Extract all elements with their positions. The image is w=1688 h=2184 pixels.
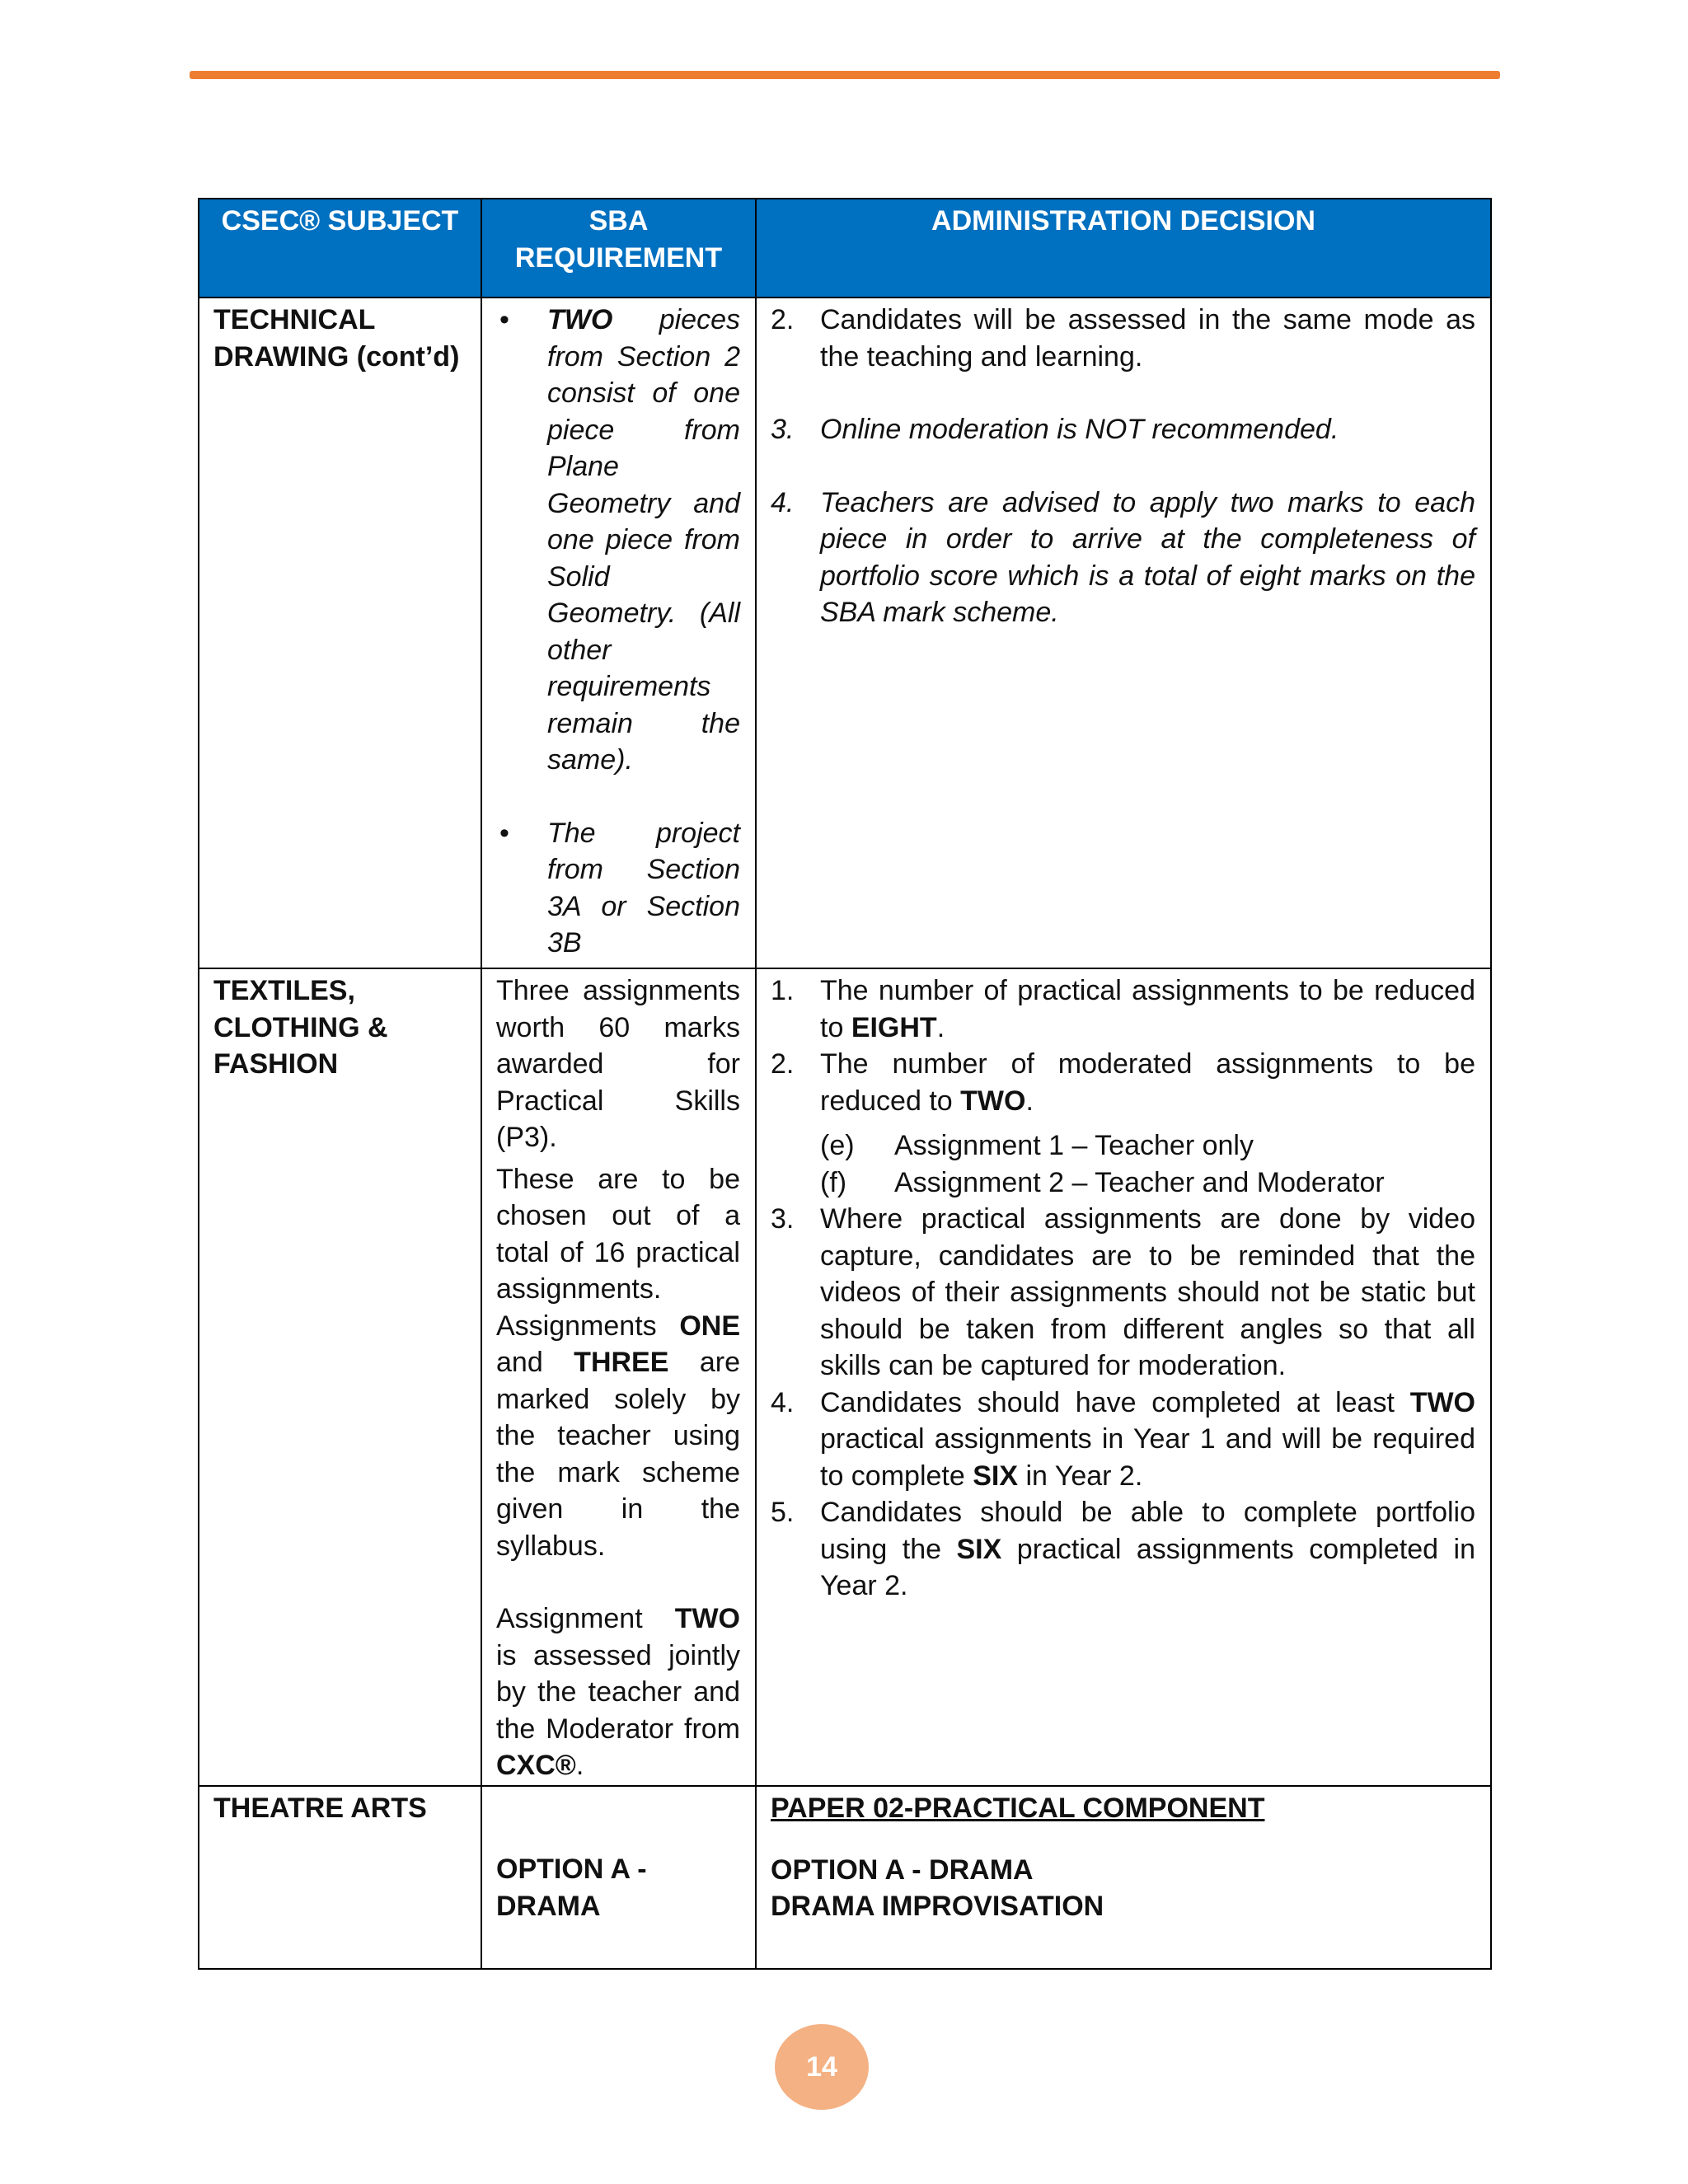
sba-requirement-cell <box>481 298 756 968</box>
header-sba-requirement: SBA REQUIREMENT <box>481 199 756 298</box>
list-item: • The project from Section 3A or Section 3B <box>496 815 740 962</box>
sba-requirement-cell: Three assignments worth 60 marks awarded for Practical Skills (P3). These are to be chosen out of a total of 16 practical assignments. Assignments ONE and THREE are marked solely by the teacher using the mark scheme given in the syllabus. Assignment TWO is assessed jointly by the teacher and the Moderator from CXC®. <box>481 968 756 1786</box>
list-item: 3. Where practical assignments are done by video capture, candidates are to be reminded that the videos of their assignments should not be static but should be taken from different angles so that all skills can be captured for moderation. <box>771 1203 1475 1381</box>
list-item: 4. Candidates should have completed at least TWO practical assignments in Year 1 and will be required to complete SIX in Year 2. <box>771 1386 1475 1492</box>
header-administration-decision: ADMINISTRATION DECISION <box>756 199 1491 298</box>
table-row-technical-drawing <box>199 298 1491 968</box>
table-row-textiles <box>199 968 1491 1786</box>
list-item: 5. Candidates should be able to complete portfolio using the SIX practical assignments completed in Year 2. <box>771 1497 1475 1601</box>
list-item: • TWO pieces from Section 2 consist of one piece from Plane Geometry and one piece from Solid Geometry. (All other requirements remain the same). <box>496 302 740 779</box>
list-item: 2. The number of moderated assignments to be reduced to TWO. (e) Assignment 1 – Teacher only (f) Assignment 2 – Teacher and Moderator <box>771 1046 1475 1201</box>
list-item: 2. Candidates will be assessed in the same mode as the teaching and learning. <box>771 304 1475 373</box>
administration-decision-cell <box>756 298 1491 968</box>
page-number-badge: 14 <box>775 2024 869 2110</box>
sub-list-item: (e) Assignment 1 – Teacher only <box>820 1130 1254 1161</box>
list-item: 4. Teachers are advised to apply two marks to each piece in order to arrive at the completeness of portfolio score which is a total of eight marks on the SBA mark scheme. <box>771 486 1475 628</box>
bullet-icon: • <box>499 304 509 335</box>
sba-decision-table <box>198 198 1492 1970</box>
sba-requirement-cell: OPTION A - DRAMA <box>481 1786 756 1969</box>
table-header-row <box>199 199 1491 298</box>
administration-decision-cell <box>756 968 1491 1786</box>
subject-cell: TECHNICAL DRAWING (cont’d) <box>199 298 481 968</box>
header-subject: CSEC® SUBJECT <box>199 199 481 298</box>
subject-cell: THEATRE ARTS <box>199 1786 481 1969</box>
list-item: 3. Online moderation is NOT recommended. <box>771 414 1339 445</box>
subject-cell: TEXTILES, CLOTHING & FASHION <box>199 968 481 1786</box>
header-accent-rule <box>190 71 1500 79</box>
administration-decision-cell: PAPER 02-PRACTICAL COMPONENT OPTION A - DRAMA DRAMA IMPROVISATION <box>756 1786 1491 1969</box>
sub-list-item: (f) Assignment 2 – Teacher and Moderator <box>820 1166 1385 1198</box>
list-item: 1. The number of practical assignments to be reduced to EIGHT. <box>771 975 1475 1043</box>
table-row-theatre-arts <box>199 1786 1491 1969</box>
bullet-icon: • <box>499 817 509 849</box>
paper-heading: PAPER 02-PRACTICAL COMPONENT <box>771 1793 1265 1824</box>
